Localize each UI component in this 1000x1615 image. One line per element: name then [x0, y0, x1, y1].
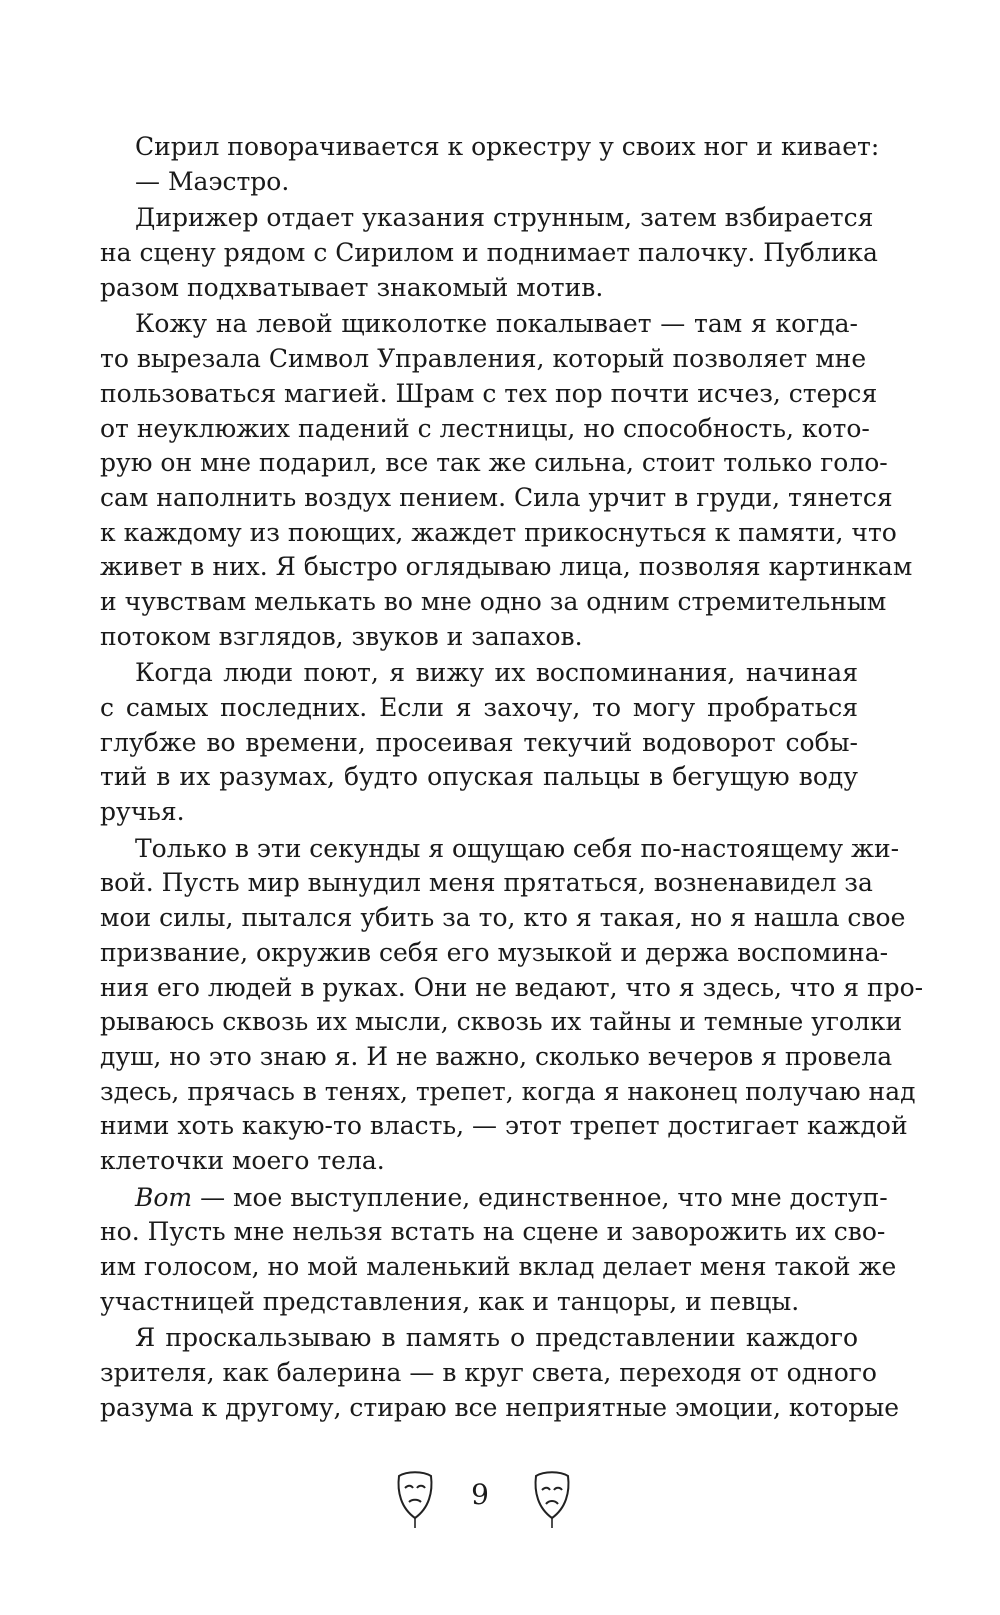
text-line: здесь, прячась в тенях, трепет, когда я наконец получаю над — [100, 1076, 916, 1106]
text-line: пользоваться магией. Шрам с тех пор почти исчез, стерся — [100, 378, 878, 408]
text-line: на сцену рядом с Сирилом и поднимает палочку. Публика — [100, 238, 878, 268]
text-line: тий в их разумах, будто опуская пальцы в бегущую воду — [100, 762, 858, 792]
text-line: рываюсь сквозь их мысли, сквозь их тайны и темные уголки — [100, 1007, 903, 1037]
body-text — [100, 130, 924, 1425]
text-line: им голосом, но мой маленький вклад делает меня такой же — [100, 1252, 897, 1281]
text-line: Дирижер отдает указания струнным, затем взбирается — [135, 203, 874, 233]
text-line: призвание, окружив себя его музыкой и держа воспомина- — [100, 937, 889, 967]
text-line: потоком взглядов, звуков и запахов. — [100, 621, 583, 651]
text-line: разума к другому, стираю все неприятные эмоции, которые — [100, 1392, 900, 1422]
text-line: сам наполнить воздух пением. Сила урчит в груди, тянется — [100, 482, 893, 512]
italic-word: Вот — [135, 1182, 193, 1212]
text-line: Сирил поворачивается к оркестру у своих ног и кивает: — [135, 132, 880, 161]
page-footer — [0, 1468, 1000, 1548]
text-line: ния его людей в руках. Они не ведают, что я здесь, что я про- — [100, 972, 924, 1002]
text-line: с самых последних. Если я захочу, то могу пробраться — [100, 693, 858, 722]
text-line: Я проскальзываю в память о представлении каждого — [135, 1323, 858, 1353]
page-number: 9 — [471, 1478, 489, 1511]
text-line: живет в них. Я быстро оглядываю лица, позволяя картинкам — [100, 552, 913, 582]
text-line: вой. Пусть мир вынудил меня прятаться, возненавидел за — [100, 868, 873, 898]
text-line: глубже во времени, просеивая текучий водоворот собы- — [100, 727, 858, 757]
text-line: ними хоть какую-то власть, — этот трепет достигает каждой — [100, 1111, 908, 1141]
text-line-rest: — мое выступление, единственное, что мне доступ- — [200, 1182, 888, 1212]
text-line: мои силы, пытался убить за то, кто я такая, но я нашла свое — [100, 903, 906, 933]
text-line: ручья. — [100, 797, 185, 827]
text-line: Когда люди поют, я вижу их воспоминания, начиная — [135, 658, 858, 688]
text-line: рую он мне подарил, все так же сильна, стоит только голо- — [100, 448, 888, 478]
text-line: от неуклюжих падений с лестницы, но способность, кото- — [100, 413, 870, 443]
text-line: участницей представления, как и танцоры, и певцы. — [100, 1286, 800, 1316]
text-line: разом подхватывает знакомый мотив. — [100, 272, 604, 302]
text-line: но. Пусть мне нельзя встать на сцене и заворожить их сво- — [100, 1217, 886, 1247]
text-line: зрителя, как балерина — в круг света, переходя от одного — [100, 1358, 877, 1388]
text-line: то вырезала Символ Управления, который позволяет мне — [100, 344, 867, 374]
text-line: и чувствам мелькать во мне одно за одним стремительным — [100, 586, 887, 616]
theater-mask-icon — [393, 1468, 437, 1534]
text-line: к каждому из поющих, жаждет прикоснуться к памяти, что — [100, 517, 897, 547]
text-line: клеточки моего тела. — [100, 1145, 385, 1175]
text-line-with-italic — [100, 1181, 888, 1216]
text-line: Только в эти секунды я ощущаю себя по-настоящему жи- — [135, 833, 900, 863]
text-line: — Маэстро. — [135, 166, 290, 196]
theater-mask-icon — [530, 1468, 574, 1534]
text-line: душ, но это знаю я. И не важно, сколько вечеров я провела — [100, 1041, 893, 1071]
text-line: Кожу на левой щиколотке покалывает — там я когда- — [135, 309, 858, 339]
